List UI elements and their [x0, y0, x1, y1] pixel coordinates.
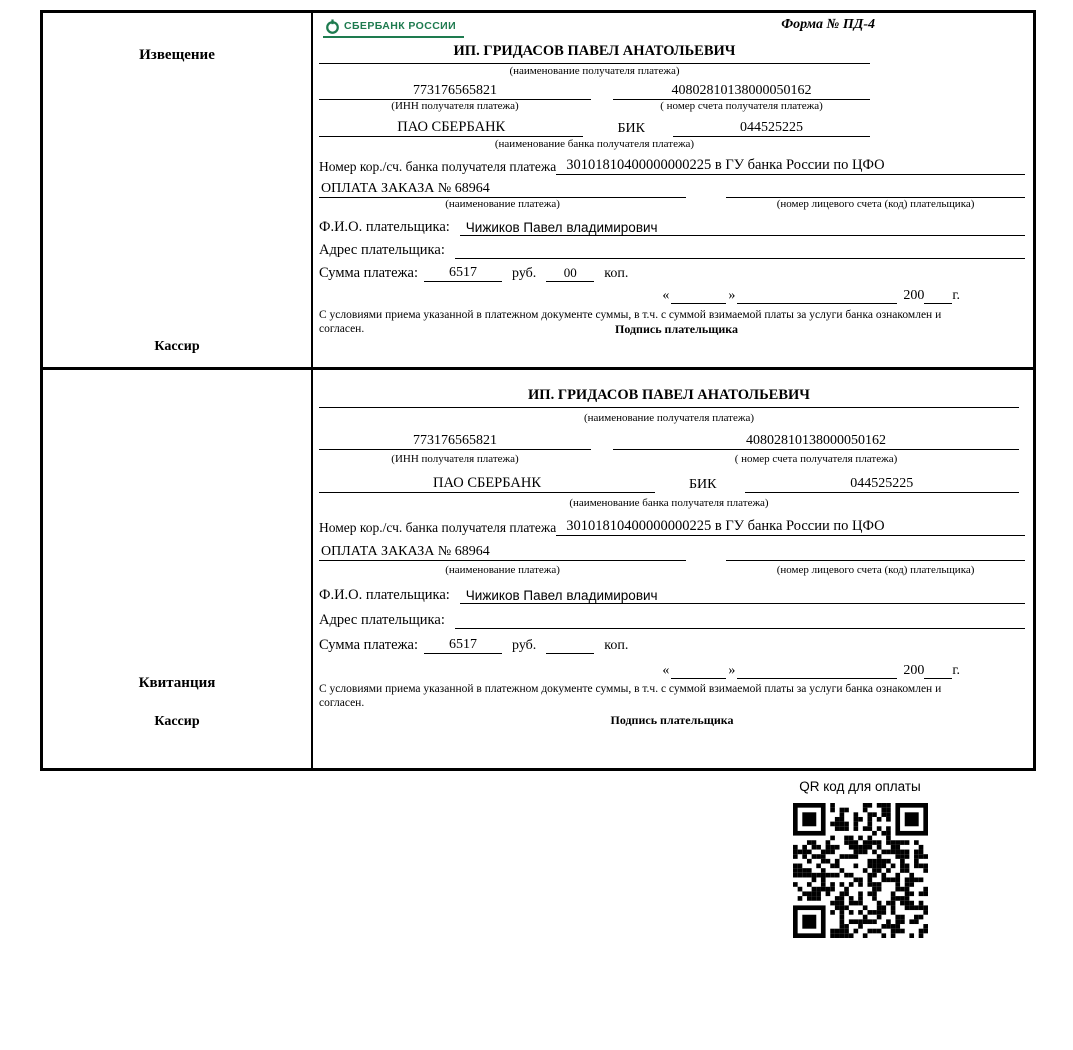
payer-address-label: Адрес плательщика:	[319, 612, 445, 628]
bik-label: БИК	[617, 121, 645, 136]
corr-account-label: Номер кор./сч. банка получателя платежа	[319, 520, 557, 535]
sberbank-logo-icon	[325, 19, 340, 34]
payment-sum-label: Сумма платежа:	[319, 637, 418, 653]
close-quote: »	[728, 288, 736, 303]
rub-label: руб.	[512, 638, 537, 653]
payer-fio-label: Ф.И.О. плательщика:	[319, 219, 450, 235]
inn-caption: (ИНН получателя платежа)	[391, 100, 519, 112]
bank-row	[319, 115, 870, 137]
rub-label: руб.	[512, 266, 537, 281]
inn-account-captions	[319, 453, 1019, 468]
corr-account-label: Номер кор./сч. банка получателя платежа	[319, 159, 557, 174]
payment-name-caption: (наименование платежа)	[445, 564, 560, 576]
spacer	[591, 100, 613, 115]
bank-logo-text: СБЕРБАНК РОССИИ	[344, 20, 457, 32]
section-title: Квитанция	[138, 675, 216, 691]
receipt-form-column	[313, 370, 1033, 768]
inn-caption: (ИНН получателя платежа)	[391, 453, 519, 465]
open-quote: «	[662, 663, 670, 678]
payer-fio-label: Ф.И.О. плательщика:	[319, 587, 450, 603]
bank-name-caption: (наименование банка получателя платежа)	[494, 138, 695, 150]
year-suffix: г.	[952, 663, 960, 678]
notice-section	[40, 10, 1036, 370]
payer-address-blank	[455, 258, 1025, 259]
payer-account-blank	[726, 560, 1025, 561]
payer-fio-row	[319, 214, 1025, 236]
bank-name-value: ПАО СБЕРБАНК	[319, 119, 583, 137]
account-caption: ( номер счета получателя платежа)	[660, 100, 823, 112]
bank-name-value: ПАО СБЕРБАНК	[319, 475, 655, 493]
terms-text: С условиями приема указанной в платежном документе суммы, в т.ч. с суммой взимаемой платы за услуги банка ознакомлен и согласен.	[319, 309, 942, 335]
purpose-captions-row	[319, 564, 1025, 579]
date-day-blank	[671, 678, 726, 679]
bank-row	[319, 471, 1019, 493]
inn-account-row	[319, 79, 870, 100]
payer-address-blank	[455, 628, 1025, 629]
inn-account-row	[319, 429, 1019, 450]
bik-value: 044525225	[745, 476, 1020, 493]
section-title: Извещение	[139, 47, 215, 63]
corr-account-value: 30101810400000000225 в ГУ банка России по ЦФО	[556, 157, 1025, 175]
notice-form-column	[313, 13, 1033, 367]
sum-kop-value	[546, 653, 594, 654]
close-quote: »	[728, 663, 736, 678]
corr-account-row	[319, 153, 1025, 175]
recipient-caption: (наименование получателя платежа)	[583, 412, 755, 424]
payer-fio-value: Чижиков Павел владимирович	[460, 588, 1025, 604]
payment-name-caption: (наименование платежа)	[445, 198, 560, 210]
kop-label: коп.	[604, 266, 629, 281]
year-suffix: г.	[952, 288, 960, 303]
date-month-blank	[737, 303, 897, 304]
payment-sum-row	[319, 260, 1025, 282]
notice-header-row	[319, 17, 1025, 43]
payer-code-caption: (номер лицевого счета (код) плательщика)	[776, 198, 975, 210]
sum-rub-value: 6517	[424, 637, 502, 654]
payer-code-caption: (номер лицевого счета (код) плательщика)	[776, 564, 975, 576]
payment-sum-row	[319, 632, 1025, 654]
payer-address-row	[319, 237, 1025, 259]
account-caption: ( номер счета получателя платежа)	[734, 453, 898, 465]
date-day-blank	[671, 303, 726, 304]
bank-name-caption: (наименование банка получателя платежа)	[569, 497, 769, 509]
payer-address-row	[319, 607, 1025, 629]
signature-label: Подпись плательщика	[610, 713, 734, 727]
date-year-blank	[924, 303, 952, 304]
date-line	[319, 657, 960, 679]
recipient-caption: (наименование получателя платежа)	[509, 65, 680, 77]
account-value: 40802810138000050162	[613, 83, 870, 100]
year-prefix: 200	[903, 288, 925, 303]
payer-fio-value: Чижиков Павел владимирович	[460, 220, 1025, 236]
cashier-label: Кассир	[154, 714, 200, 729]
receipt-section	[40, 367, 1036, 771]
cashier-label: Кассир	[154, 339, 200, 354]
purpose-captions-row	[319, 198, 1025, 213]
inn-value: 773176565821	[319, 83, 591, 100]
sum-rub-value: 6517	[424, 265, 502, 282]
payment-purpose-value: ОПЛАТА ЗАКАЗА № 68964	[319, 544, 686, 561]
sum-kop-value: 00	[546, 265, 594, 282]
payment-purpose-row	[319, 176, 1025, 198]
qr-caption: QR код для оплаты	[799, 779, 921, 794]
inn-value: 773176565821	[319, 433, 591, 450]
sberbank-logo	[323, 17, 464, 38]
qr-code	[793, 803, 928, 938]
corr-account-value: 30101810400000000225 в ГУ банка России по ЦФО	[556, 518, 1025, 536]
date-month-blank	[737, 678, 897, 679]
spacer	[591, 453, 613, 468]
bik-label: БИК	[689, 477, 717, 492]
spacer	[686, 564, 726, 579]
bik-value: 044525225	[673, 120, 870, 137]
receipt-left-column	[43, 370, 313, 768]
corr-account-row	[319, 514, 1025, 536]
account-value: 40802810138000050162	[613, 433, 1019, 450]
year-prefix: 200	[903, 663, 925, 678]
signature-label: Подпись плательщика	[615, 322, 738, 336]
payment-sum-label: Сумма платежа:	[319, 265, 418, 281]
payer-fio-row	[319, 582, 1025, 604]
payment-purpose-value: ОПЛАТА ЗАКАЗА № 68964	[319, 181, 686, 198]
recipient-name: ИП. ГРИДАСОВ ПАВЕЛ АНАТОЛЬЕВИЧ	[319, 43, 870, 64]
kop-label: коп.	[604, 638, 629, 653]
inn-account-captions	[319, 100, 870, 115]
payer-address-label: Адрес плательщика:	[319, 242, 445, 258]
date-year-blank	[924, 678, 952, 679]
form-number: Форма № ПД-4	[781, 17, 875, 32]
recipient-name: ИП. ГРИДАСОВ ПАВЕЛ АНАТОЛЬЕВИЧ	[319, 387, 1019, 408]
payment-purpose-row	[319, 539, 1025, 561]
spacer	[686, 198, 726, 213]
open-quote: «	[662, 288, 670, 303]
qr-block	[775, 779, 945, 938]
notice-left-column	[43, 13, 313, 367]
date-line	[319, 282, 960, 304]
terms-text: С условиями приема указанной в платежном документе суммы, в т.ч. с суммой взимаемой платы за услуги банка ознакомлен и согласен.	[319, 683, 942, 709]
